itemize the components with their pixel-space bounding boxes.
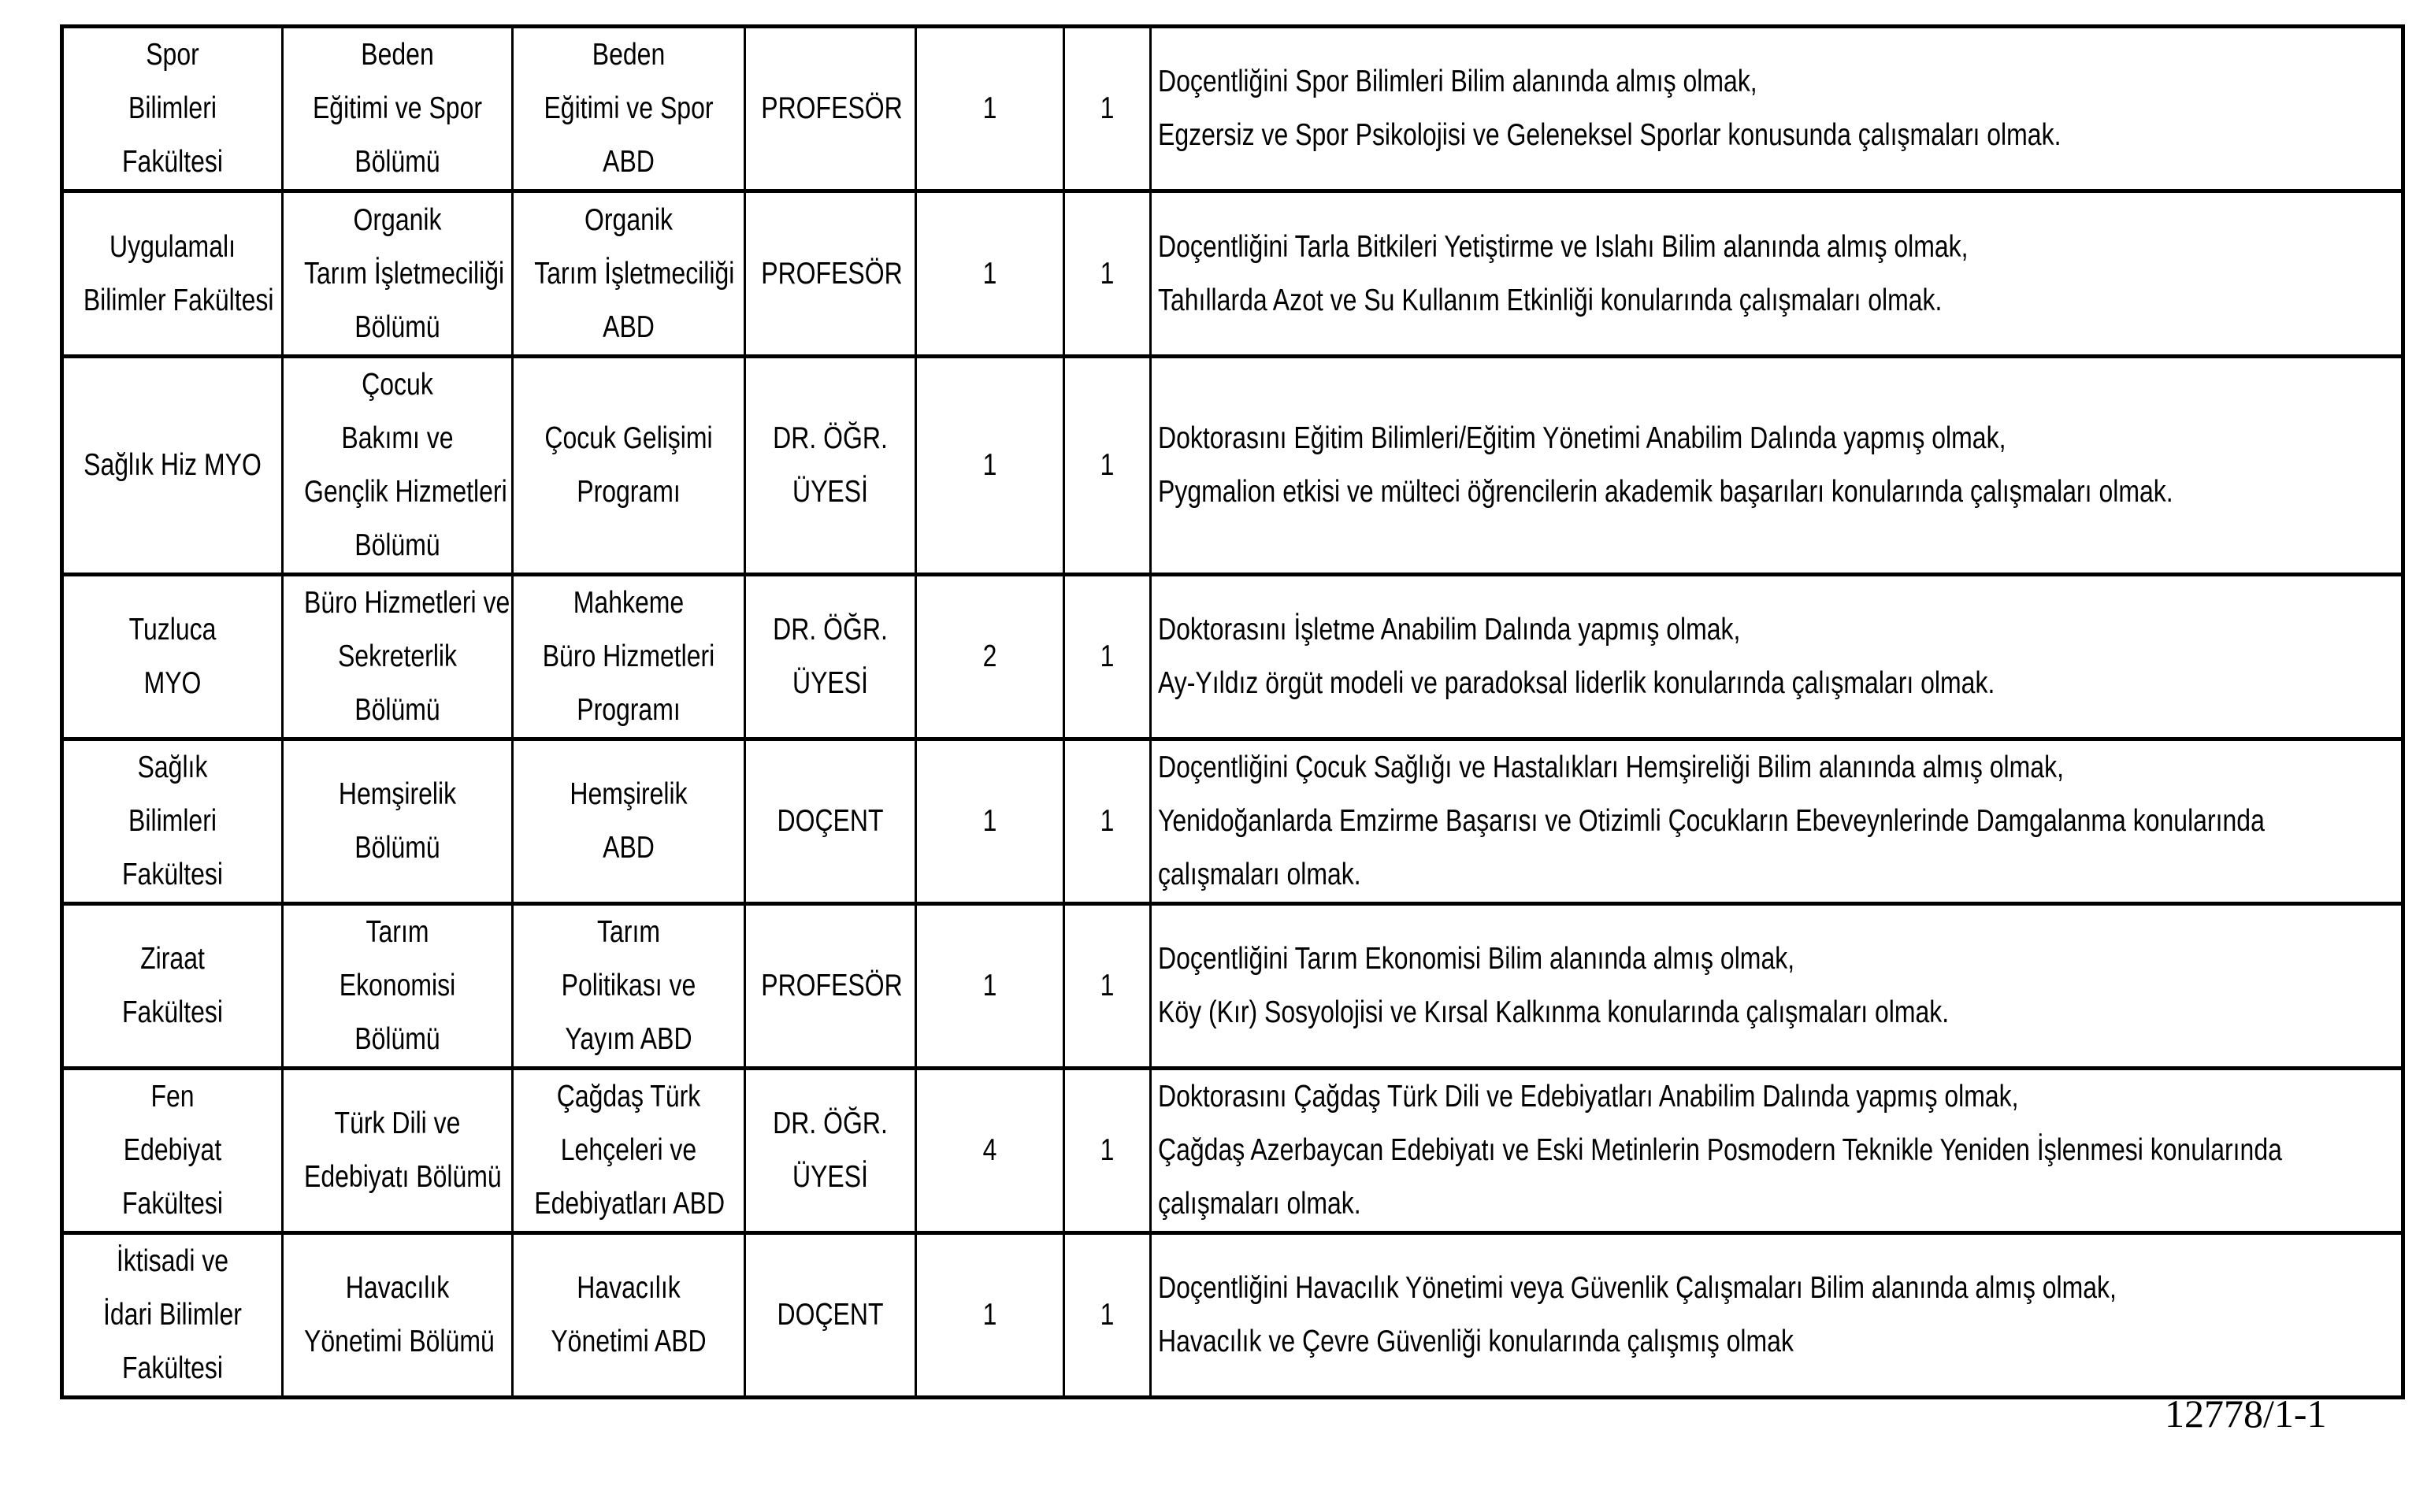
department-line: Bölümü bbox=[354, 528, 440, 562]
title-line: ÜYESİ bbox=[792, 666, 868, 700]
program-line: Yayım ABD bbox=[565, 1022, 692, 1056]
count-cell bbox=[916, 1069, 1064, 1233]
count-cell bbox=[916, 904, 1064, 1069]
program-line: Hemşirelik bbox=[570, 777, 688, 811]
table-row bbox=[62, 27, 2403, 191]
degree-cell bbox=[1064, 1233, 1151, 1398]
department-cell bbox=[283, 191, 513, 357]
count-cell bbox=[916, 191, 1064, 357]
degree-cell bbox=[1064, 357, 1151, 575]
faculty-line: Fen bbox=[150, 1080, 195, 1114]
department-cell bbox=[283, 575, 513, 739]
title-cell bbox=[745, 191, 916, 357]
program-cell bbox=[513, 904, 745, 1069]
faculty-line: Fakültesi bbox=[122, 995, 223, 1029]
degree-value: 1 bbox=[1100, 804, 1115, 838]
document-number: 12778/1-1 bbox=[2165, 1392, 2327, 1436]
description-cell bbox=[1151, 739, 2403, 904]
program-cell bbox=[513, 1069, 745, 1233]
faculty-cell bbox=[62, 575, 283, 739]
degree-cell bbox=[1064, 904, 1151, 1069]
title-line: ÜYESİ bbox=[792, 1160, 868, 1194]
faculty-line: Fakültesi bbox=[122, 1187, 223, 1221]
count-value: 1 bbox=[982, 256, 997, 291]
faculty-cell bbox=[62, 357, 283, 575]
degree-cell bbox=[1064, 27, 1151, 191]
program-cell bbox=[513, 739, 745, 904]
description-line: Doktorasını İşletme Anabilim Dalında yapmış olmak, bbox=[1158, 613, 1741, 647]
faculty-line: Edebiyat bbox=[123, 1133, 222, 1167]
description-cell bbox=[1151, 357, 2403, 575]
department-line: Edebiyatı Bölümü bbox=[304, 1160, 502, 1194]
title-line: DR. ÖĞR. bbox=[773, 613, 888, 647]
program-line: Programı bbox=[577, 475, 681, 509]
degree-value: 1 bbox=[1100, 639, 1115, 673]
title-line: DR. ÖĞR. bbox=[773, 421, 888, 455]
department-line: Havacılık bbox=[345, 1271, 450, 1305]
description-cell bbox=[1151, 191, 2403, 357]
faculty-line: Spor bbox=[146, 38, 199, 72]
description-line: Köy (Kır) Sosyolojisi ve Kırsal Kalkınma konularında çalışmaları olmak. bbox=[1158, 995, 1950, 1029]
program-line: Mahkeme bbox=[573, 586, 685, 620]
department-line: Tarım bbox=[366, 915, 429, 949]
faculty-line: Sağlık Hiz MYO bbox=[83, 448, 262, 482]
department-cell bbox=[283, 1069, 513, 1233]
degree-value: 1 bbox=[1100, 1298, 1115, 1332]
department-line: Bölümü bbox=[354, 693, 440, 727]
title-cell bbox=[745, 904, 916, 1069]
department-line: Tarım İşletmeciliği bbox=[304, 256, 505, 291]
department-line: Beden bbox=[361, 38, 434, 72]
table-row bbox=[62, 904, 2403, 1069]
department-cell bbox=[283, 27, 513, 191]
degree-cell bbox=[1064, 191, 1151, 357]
count-cell bbox=[916, 1233, 1064, 1398]
count-cell bbox=[916, 27, 1064, 191]
table-row bbox=[62, 1233, 2403, 1398]
title-cell bbox=[745, 739, 916, 904]
title-line: PROFESÖR bbox=[761, 256, 903, 291]
program-line: Politikası ve bbox=[561, 969, 696, 1002]
count-value: 4 bbox=[982, 1133, 997, 1167]
faculty-line: İktisadi ve bbox=[116, 1244, 229, 1278]
faculty-cell bbox=[62, 1069, 283, 1233]
department-line: Çocuk bbox=[362, 368, 433, 402]
degree-value: 1 bbox=[1100, 256, 1115, 291]
department-line: Bölümü bbox=[354, 309, 440, 344]
faculty-line: Sağlık bbox=[137, 750, 208, 784]
count-value: 1 bbox=[982, 804, 997, 838]
count-value: 1 bbox=[982, 1298, 997, 1332]
description-line: Pygmalion etkisi ve mülteci öğrencilerin akademik başarıları konularında çalışmaları olmak. bbox=[1158, 475, 2173, 509]
faculty-line: Bilimler Fakültesi bbox=[83, 283, 274, 317]
table-row bbox=[62, 191, 2403, 357]
department-line: Hemşirelik bbox=[338, 777, 457, 811]
program-line: Organik bbox=[584, 202, 673, 237]
department-line: Eğitimi ve Spor bbox=[312, 91, 483, 125]
department-line: Sekreterlik bbox=[337, 639, 458, 673]
description-line: Doktorasını Çağdaş Türk Dili ve Edebiyatları Anabilim Dalında yapmış olmak, bbox=[1158, 1080, 2019, 1114]
description-line: Tahıllarda Azot ve Su Kullanım Etkinliği konularında çalışmaları olmak. bbox=[1158, 283, 1943, 317]
program-line: ABD bbox=[603, 831, 655, 865]
faculty-cell bbox=[62, 904, 283, 1069]
title-cell bbox=[745, 575, 916, 739]
faculty-line: Fakültesi bbox=[122, 1351, 223, 1385]
faculty-cell bbox=[62, 739, 283, 904]
count-cell bbox=[916, 739, 1064, 904]
department-line: Gençlik Hizmetleri bbox=[304, 475, 507, 509]
program-line: Eğitimi ve Spor bbox=[544, 91, 714, 125]
department-line: Türk Dili ve bbox=[334, 1106, 461, 1140]
program-line: ABD bbox=[603, 145, 655, 179]
description-cell bbox=[1151, 575, 2403, 739]
description-line: Doçentliğini Tarla Bitkileri Yetiştirme ve Islahı Bilim alanında almış olmak, bbox=[1158, 229, 1969, 264]
program-line: Yönetimi ABD bbox=[551, 1325, 707, 1358]
description-line: çalışmaları olmak. bbox=[1158, 858, 1361, 891]
degree-value: 1 bbox=[1100, 448, 1115, 482]
degree-value: 1 bbox=[1100, 1133, 1115, 1167]
description-line: Ay-Yıldız örgüt modeli ve paradoksal liderlik konularında çalışmaları olmak. bbox=[1158, 666, 1995, 700]
program-line: Programı bbox=[577, 693, 681, 727]
degree-value: 1 bbox=[1100, 91, 1115, 125]
department-line: Bakımı ve bbox=[341, 421, 454, 455]
description-cell bbox=[1151, 1233, 2403, 1398]
faculty-line: Bilimleri bbox=[128, 91, 217, 125]
description-cell bbox=[1151, 27, 2403, 191]
table-row bbox=[62, 739, 2403, 904]
program-cell bbox=[513, 191, 745, 357]
description-line: Doçentliğini Tarım Ekonomisi Bilim alanında almış olmak, bbox=[1158, 942, 1795, 976]
count-cell bbox=[916, 575, 1064, 739]
title-cell bbox=[745, 1233, 916, 1398]
title-line: DOÇENT bbox=[777, 1298, 884, 1332]
program-line: Edebiyatları ABD bbox=[534, 1187, 726, 1221]
department-line: Büro Hizmetleri ve bbox=[304, 586, 510, 620]
degree-cell bbox=[1064, 575, 1151, 739]
title-cell bbox=[745, 27, 916, 191]
degree-cell bbox=[1064, 1069, 1151, 1233]
positions-table bbox=[60, 24, 2405, 1399]
table-row bbox=[62, 575, 2403, 739]
department-cell bbox=[283, 739, 513, 904]
description-line: çalışmaları olmak. bbox=[1158, 1187, 1361, 1221]
department-line: Yönetimi Bölümü bbox=[304, 1325, 495, 1358]
title-cell bbox=[745, 357, 916, 575]
program-line: Büro Hizmetleri bbox=[542, 639, 715, 673]
description-line: Doçentliğini Havacılık Yönetimi veya Güvenlik Çalışmaları Bilim alanında almış olmak, bbox=[1158, 1271, 2117, 1305]
count-value: 1 bbox=[982, 91, 997, 125]
table-row bbox=[62, 1069, 2403, 1233]
program-line: ABD bbox=[603, 309, 655, 344]
count-cell bbox=[916, 357, 1064, 575]
title-line: ÜYESİ bbox=[792, 475, 868, 509]
faculty-line: MYO bbox=[143, 666, 202, 700]
program-cell bbox=[513, 357, 745, 575]
title-line: DR. ÖĞR. bbox=[773, 1106, 888, 1140]
faculty-line: Tuzluca bbox=[128, 613, 217, 647]
description-line: Doçentliğini Spor Bilimleri Bilim alanında almış olmak, bbox=[1158, 65, 1757, 98]
program-line: Çağdaş Türk bbox=[556, 1080, 701, 1114]
program-line: Çocuk Gelişimi bbox=[544, 421, 713, 455]
department-line: Bölümü bbox=[354, 145, 440, 179]
program-line: Lehçeleri ve bbox=[560, 1133, 697, 1167]
description-line: Yenidoğanlarda Emzirme Başarısı ve Otizimli Çocukların Ebeveynlerinde Damgalanma konularında bbox=[1158, 804, 2265, 838]
description-line: Çağdaş Azerbaycan Edebiyatı ve Eski Metinlerin Posmodern Teknikle Yeniden İşlenmesi konularında bbox=[1158, 1133, 2282, 1167]
description-line: Egzersiz ve Spor Psikolojisi ve Geleneksel Sporlar konusunda çalışmaları olmak. bbox=[1158, 118, 2061, 152]
department-cell bbox=[283, 904, 513, 1069]
program-cell bbox=[513, 575, 745, 739]
program-line: Tarım bbox=[597, 915, 660, 949]
faculty-line: Uygulamalı bbox=[109, 229, 236, 264]
faculty-cell bbox=[62, 27, 283, 191]
department-line: Ekonomisi bbox=[339, 969, 456, 1002]
title-line: PROFESÖR bbox=[761, 91, 903, 125]
description-line: Havacılık ve Çevre Güvenliği konularında çalışmış olmak bbox=[1158, 1325, 1794, 1358]
count-value: 1 bbox=[982, 448, 997, 482]
faculty-line: Fakültesi bbox=[122, 858, 223, 891]
department-line: Organik bbox=[353, 202, 442, 237]
department-cell bbox=[283, 357, 513, 575]
faculty-line: Fakültesi bbox=[122, 145, 223, 179]
description-cell bbox=[1151, 904, 2403, 1069]
degree-value: 1 bbox=[1100, 969, 1115, 1002]
description-line: Doktorasını Eğitim Bilimleri/Eğitim Yönetimi Anabilim Dalında yapmış olmak, bbox=[1158, 421, 2006, 455]
program-line: Beden bbox=[592, 38, 666, 72]
description-cell bbox=[1151, 1069, 2403, 1233]
faculty-line: Bilimleri bbox=[128, 804, 217, 838]
program-line: Havacılık bbox=[577, 1271, 681, 1305]
faculty-cell bbox=[62, 1233, 283, 1398]
count-value: 1 bbox=[982, 969, 997, 1002]
title-line: PROFESÖR bbox=[761, 969, 903, 1002]
title-cell bbox=[745, 1069, 916, 1233]
count-value: 2 bbox=[982, 639, 997, 673]
title-line: DOÇENT bbox=[777, 804, 884, 838]
department-line: Bölümü bbox=[354, 831, 440, 865]
description-line: Doçentliğini Çocuk Sağlığı ve Hastalıkları Hemşireliği Bilim alanında almış olmak, bbox=[1158, 750, 2064, 784]
program-cell bbox=[513, 27, 745, 191]
faculty-cell bbox=[62, 191, 283, 357]
program-cell bbox=[513, 1233, 745, 1398]
department-line: Bölümü bbox=[354, 1022, 440, 1056]
department-cell bbox=[283, 1233, 513, 1398]
degree-cell bbox=[1064, 739, 1151, 904]
program-line: Tarım İşletmeciliği bbox=[534, 256, 735, 291]
table-row bbox=[62, 357, 2403, 575]
faculty-line: İdari Bilimler bbox=[103, 1298, 242, 1332]
faculty-line: Ziraat bbox=[140, 942, 205, 976]
